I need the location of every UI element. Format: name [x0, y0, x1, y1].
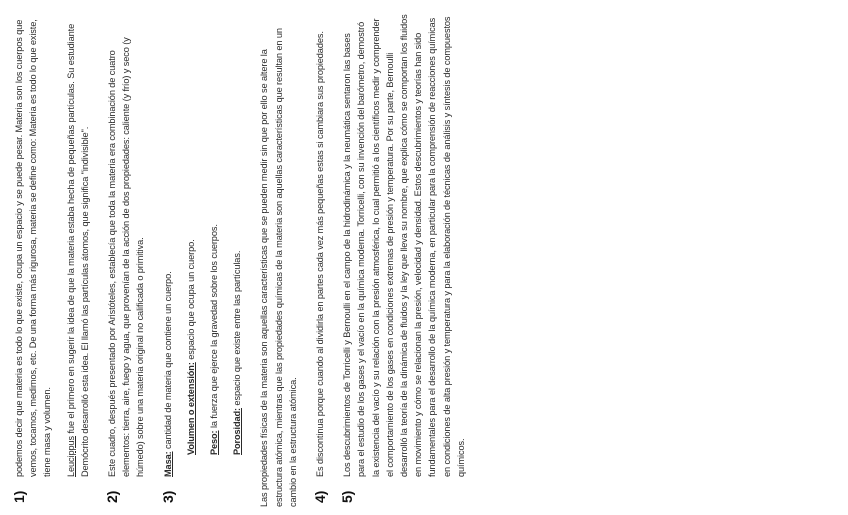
section-number: 3)	[159, 490, 176, 503]
section-5-paragraph: Los descubrimientos de Torricelli y Bernoulli en el campo de la hidrodinámica y la neumática sentaron las bases para el estudio de los gases y el vacío en la química moderna. Torricelli, con su invención del barómetro, demostró la existencia del vacío y su relación con la presión atmosférica, lo cual permitió a los científicos medir y comprender el comportamiento de los gases en condiciones extremas de presión y temperatura. Por su parte, Bernoulli desarrolló la teoría de la dinámica de fluidos y la ley que lleva su nombre, que explica cómo se comportan los fluidos en movimiento y cómo se relacionan la presión, velocidad y densidad. Estos descubrimientos y teorías han sido fundamentales para el desarrollo de la química moderna, en particular para la comprensión de reacciones químicas en condiciones de alta presión y temperatura y para la elaboración de técnicas de análisis y síntesis de compuestos químicos.	[342, 14, 466, 477]
section-2	[105, 14, 148, 507]
section-2-paragraph: Este cuadro, después presentado por Aristóteles, establecía que toda la materia era combinación de cuatro elementos: tierra, aire, fuego y agua, que provenían de la acción de dos propiedades: caliente (y frío) y seco (y húmedo) sobre una materia original no calificada o primitiva.	[107, 37, 146, 477]
section-1-paragraph-1: podemos decir que materia es todo lo que existe, ocupa un espacio y se puede pesar. Materia son los cuerpos que vemos, tocamos, medimos, etc. De una forma más rigurosa, materia se define como: Materia es todo lo que existe, tiene masa y volumen.	[14, 19, 53, 477]
physical-chemical-properties-paragraph: Las propiedades físicas de la materia son aquellas características que se pueden medir sin que por ello se altere la estructura atómica, mientras que las propiedades químicas de la materia son aquellas características que resultan en un cambio en la estructura atómica.	[259, 28, 298, 507]
masa-term: Masa:	[162, 451, 173, 477]
section-1-paragraph-2	[64, 14, 92, 477]
section-number: 5)	[339, 490, 356, 503]
porosidad-definition	[230, 14, 244, 477]
porosidad-term: Porosidad:	[232, 408, 243, 455]
peso-definition	[207, 14, 221, 477]
section-5	[340, 14, 468, 507]
leucippus-term: Leucippus	[65, 436, 76, 477]
volumen-definition	[184, 14, 198, 477]
section-number: 4)	[312, 490, 329, 503]
peso-text: la fuerza que ejerce la gravedad sobre los cuerpos.	[209, 224, 220, 431]
masa-definition	[161, 14, 175, 477]
volumen-text: espacio que ocupa un cuerpo.	[185, 239, 196, 363]
section-number: 1)	[11, 490, 27, 503]
leucippus-text: fue el primero en sugerir la idea de que la materia estaba hecha de pequeñas partículas. Su estudiante Demócrito desarrolló esta idea. El llamó las partículas átomos, que significa "indivisible".	[65, 23, 90, 477]
volumen-term: Volumen o extensión:	[185, 362, 196, 455]
masa-text: cantidad de materia que contiene un cuerpo.	[162, 271, 173, 452]
section-3	[161, 14, 245, 507]
section-4-paragraph: Es discontinua porque cuando al dividirla en partes cada vez más pequeñas estas si cambiara sus propiedades.	[315, 31, 326, 477]
section-1	[12, 14, 92, 507]
peso-term: Peso:	[209, 430, 220, 455]
porosidad-text: espacio que existe entre las partículas.	[232, 250, 243, 409]
section-4	[313, 14, 327, 507]
section-number: 2)	[104, 490, 121, 503]
